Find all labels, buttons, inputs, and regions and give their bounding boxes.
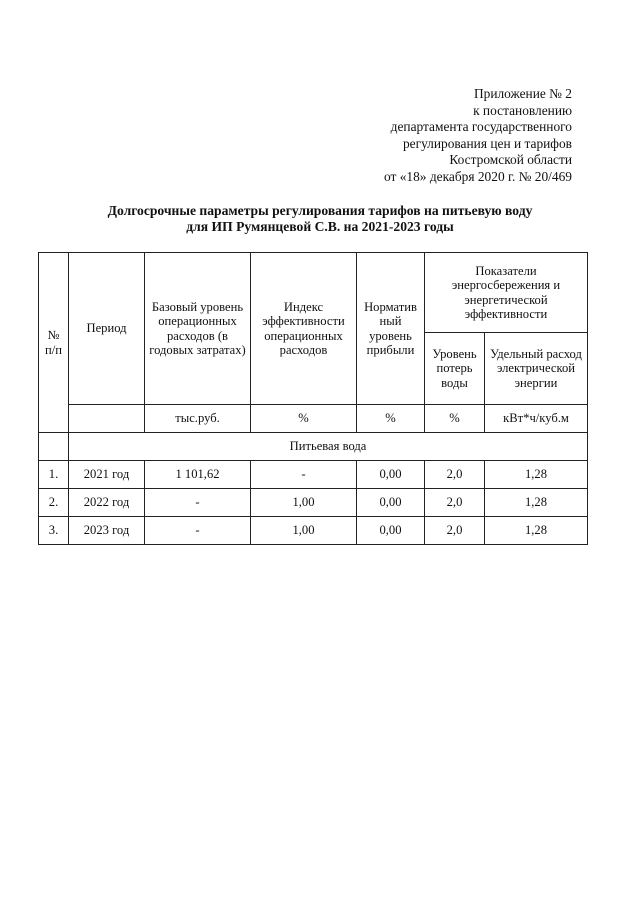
row-index: 1,00 <box>251 489 357 517</box>
document-title <box>0 203 640 234</box>
header-energy-group: Показатели энергосбережения и энергетической эффективности <box>425 253 588 333</box>
unit-specific: кВт*ч/куб.м <box>485 405 588 433</box>
table-row <box>39 517 588 545</box>
header-period: Период <box>69 253 145 405</box>
row-specific: 1,28 <box>485 489 588 517</box>
appendix-line: департамента государственного <box>390 119 572 135</box>
row-losses: 2,0 <box>425 517 485 545</box>
row-specific: 1,28 <box>485 517 588 545</box>
header-efficiency-index: Индекс эффективности операционных расходов <box>251 253 357 405</box>
table-row <box>39 461 588 489</box>
title-line: Долгосрочные параметры регулирования тарифов на питьевую воду <box>107 203 533 218</box>
tariff-parameters-table <box>38 252 588 545</box>
title-line: для ИП Румянцевой С.В. на 2021-2023 годы <box>186 218 454 234</box>
section-row <box>39 433 588 461</box>
table-row <box>39 489 588 517</box>
unit-period-empty <box>69 405 145 433</box>
header-specific-energy: Удельный расход электрической энергии <box>485 333 588 405</box>
row-base: - <box>145 489 251 517</box>
row-num: 3. <box>39 517 69 545</box>
header-water-losses: Уровень потерь воды <box>425 333 485 405</box>
row-num: 2. <box>39 489 69 517</box>
appendix-line: к постановлению <box>473 102 572 118</box>
header-row <box>39 253 588 333</box>
appendix-block <box>384 86 572 186</box>
unit-losses: % <box>425 405 485 433</box>
unit-profit: % <box>357 405 425 433</box>
appendix-line: Приложение № 2 <box>473 86 572 101</box>
appendix-line: от «18» декабря 2020 г. № 20/469 <box>384 168 572 184</box>
section-title: Питьевая вода <box>69 433 588 461</box>
row-period: 2023 год <box>69 517 145 545</box>
row-index: 1,00 <box>251 517 357 545</box>
row-specific: 1,28 <box>485 461 588 489</box>
row-profit: 0,00 <box>357 517 425 545</box>
row-num: 1. <box>39 461 69 489</box>
unit-index: % <box>251 405 357 433</box>
row-profit: 0,00 <box>357 461 425 489</box>
header-base-level: Базовый уровень операционных расходов (в годовых затратах) <box>145 253 251 405</box>
row-losses: 2,0 <box>425 461 485 489</box>
units-row <box>39 405 588 433</box>
row-base: 1 101,62 <box>145 461 251 489</box>
header-profit-level: Норматив ный уровень прибыли <box>357 253 425 405</box>
appendix-line: регулирования цен и тарифов <box>402 135 572 151</box>
row-profit: 0,00 <box>357 489 425 517</box>
row-period: 2022 год <box>69 489 145 517</box>
appendix-line: Костромской области <box>449 152 572 168</box>
header-num: № п/п <box>39 253 69 433</box>
row-period: 2021 год <box>69 461 145 489</box>
row-index: - <box>251 461 357 489</box>
row-base: - <box>145 517 251 545</box>
unit-base: тыс.руб. <box>145 405 251 433</box>
row-losses: 2,0 <box>425 489 485 517</box>
section-num-empty <box>39 433 69 461</box>
